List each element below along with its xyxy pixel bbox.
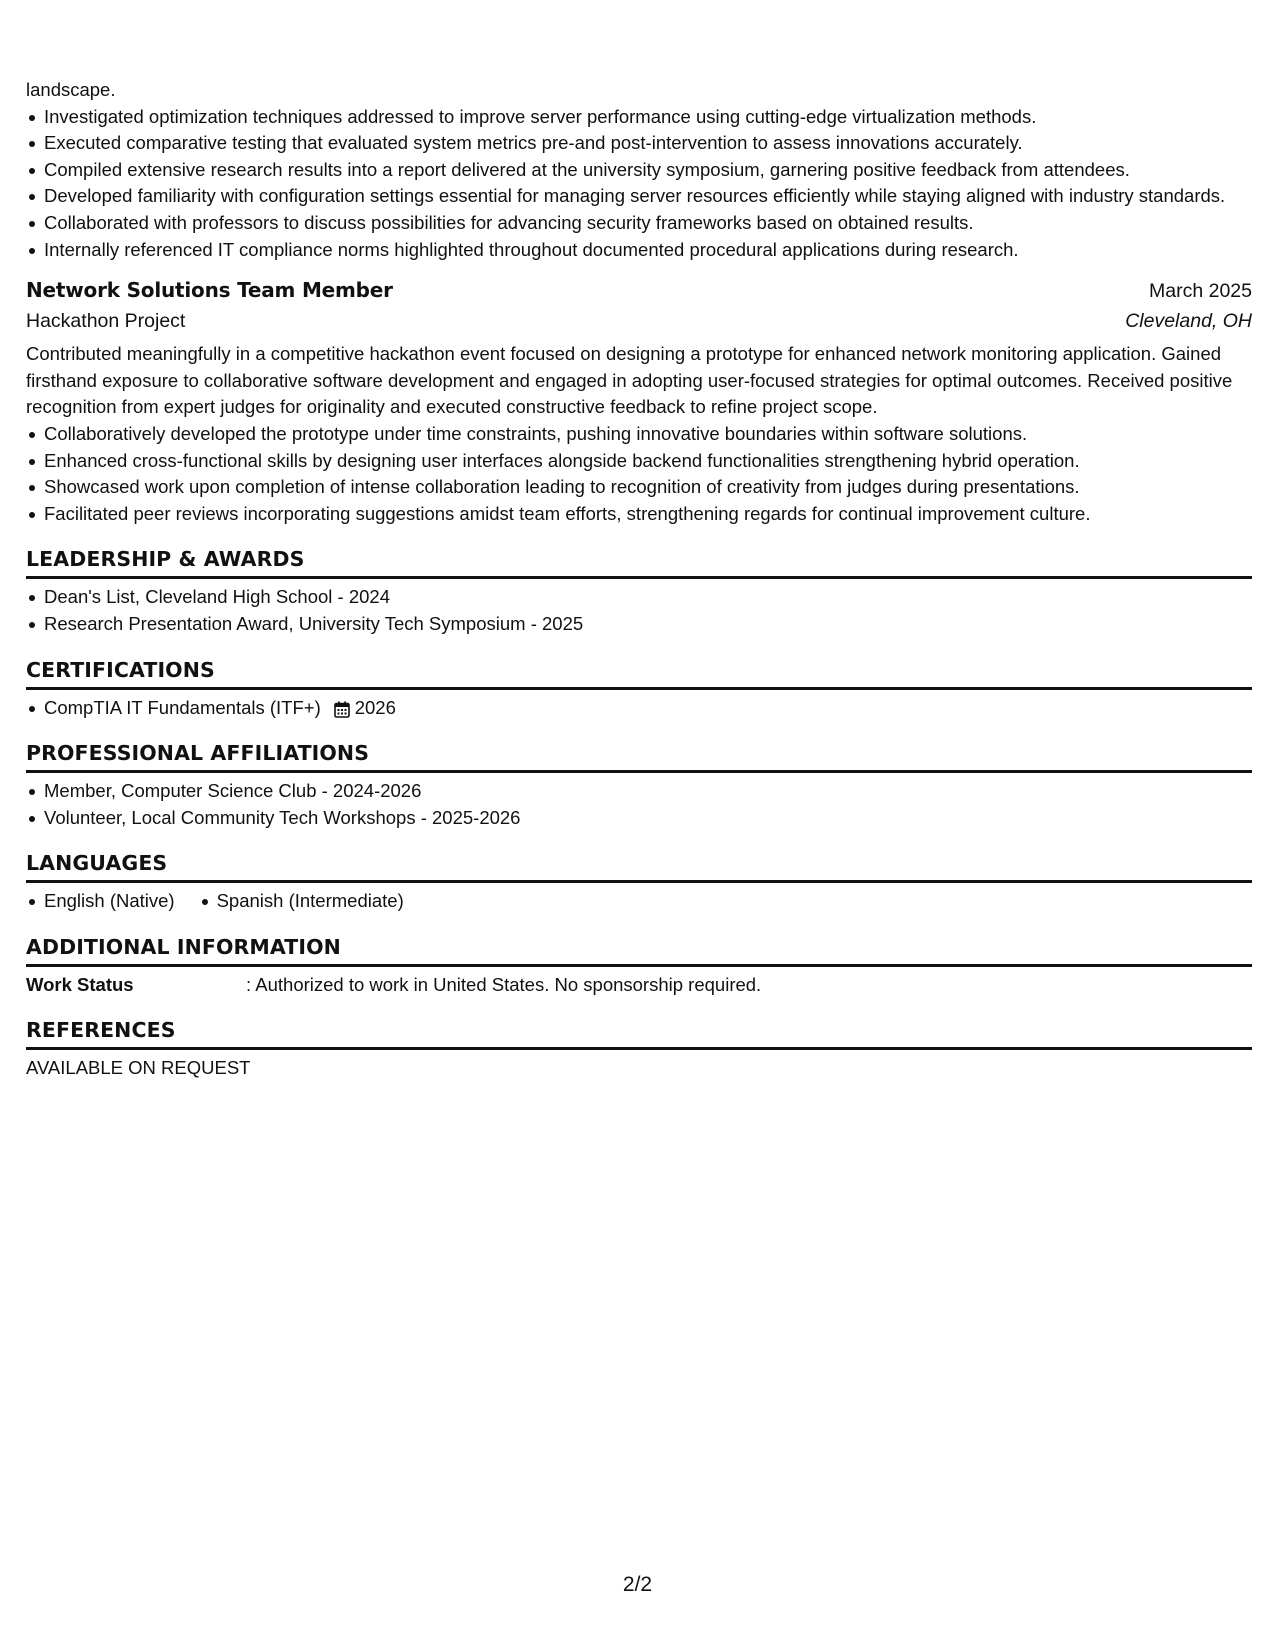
leadership-list (26, 584, 1252, 637)
list-item (26, 695, 1252, 722)
job-subheader (26, 306, 1252, 336)
job-location: Cleveland, OH (1125, 310, 1252, 333)
list-item: Showcased work upon completion of intense collaboration leading to recognition of creativity from judges during presentations. (26, 474, 1252, 501)
languages-list (26, 888, 1252, 915)
job-date: March 2025 (1149, 280, 1252, 303)
affiliations-list (26, 778, 1252, 831)
section-heading: LANGUAGES (26, 849, 1252, 883)
list-item: Volunteer, Local Community Tech Workshops - 2025-2026 (26, 805, 1252, 832)
job-header (26, 275, 1252, 306)
list-item: Developed familiarity with configuration settings essential for managing server resources efficiently while staying aligned with industry standards. (26, 183, 1252, 210)
experience-continuation (26, 77, 1252, 263)
section-heading: LEADERSHIP & AWARDS (26, 545, 1252, 579)
section-heading: PROFESSIONAL AFFILIATIONS (26, 739, 1252, 773)
references-text: AVAILABLE ON REQUEST (26, 1057, 251, 1079)
list-item: Compiled extensive research results into a report delivered at the university symposium, garnering positive feedback from attendees. (26, 157, 1252, 184)
affiliations-section (26, 739, 1252, 831)
experience-entry (26, 275, 1252, 527)
page-number: 2/2 (622, 1573, 653, 1596)
certifications-section (26, 656, 1252, 722)
job-organization: Hackathon Project (26, 310, 186, 333)
list-item: Dean's List, Cleveland High School - 2024 (26, 584, 1252, 611)
work-status-label: Work Status (26, 973, 134, 995)
certification-year: 2026 (354, 696, 396, 718)
list-item: Member, Computer Science Club - 2024-2026 (26, 778, 1252, 805)
resume-page (26, 77, 1252, 1082)
list-item: Executed comparative testing that evaluated system metrics pre-and post-intervention to assess innovations accurately. (26, 130, 1252, 157)
languages-section (26, 849, 1252, 915)
certifications-list (26, 695, 1252, 722)
certification-name: CompTIA IT Fundamentals (ITF+) (44, 696, 321, 718)
list-item: Collaboratively developed the prototype under time constraints, pushing innovative boundaries within software solutions. (26, 421, 1252, 448)
calendar-icon (334, 699, 350, 716)
work-status-value: : Authorized to work in United States. No sponsorship required. (246, 973, 762, 995)
list-item: Spanish (Intermediate) (199, 888, 404, 915)
additional-info-section (26, 933, 1252, 999)
list-item: Internally referenced IT compliance norms highlighted throughout documented procedural applications during research. (26, 237, 1252, 264)
references-section (26, 1016, 1252, 1082)
list-item: English (Native) (26, 888, 175, 915)
section-heading: ADDITIONAL INFORMATION (26, 933, 1252, 967)
list-item: Research Presentation Award, University Tech Symposium - 2025 (26, 611, 1252, 638)
continuation-lead-text: landscape. (26, 79, 116, 100)
job-bullet-list (26, 421, 1252, 527)
section-heading: REFERENCES (26, 1016, 1252, 1050)
list-item: Enhanced cross-functional skills by designing user interfaces alongside backend functionalities strengthening hybrid operation. (26, 448, 1252, 475)
leadership-section (26, 545, 1252, 637)
job-title: Network Solutions Team Member (26, 278, 393, 303)
list-item: Facilitated peer reviews incorporating suggestions amidst team efforts, strengthening regards for continual improvement culture. (26, 501, 1252, 528)
continuation-bullet-list (26, 104, 1252, 264)
section-heading: CERTIFICATIONS (26, 656, 1252, 690)
job-description: Contributed meaningfully in a competitive hackathon event focused on designing a prototype for enhanced network monitoring application. Gained firsthand exposure to collaborative software development and engaged in adopting user-focused strategies for optimal outcomes. Received positive recognition from expert judges for originality and executed constructive feedback to refine project scope. (26, 343, 1233, 418)
list-item: Investigated optimization techniques addressed to improve server performance using cutting-edge virtualization methods. (26, 104, 1252, 131)
work-status-row (26, 972, 1252, 999)
list-item: Collaborated with professors to discuss possibilities for advancing security frameworks based on obtained results. (26, 210, 1252, 237)
